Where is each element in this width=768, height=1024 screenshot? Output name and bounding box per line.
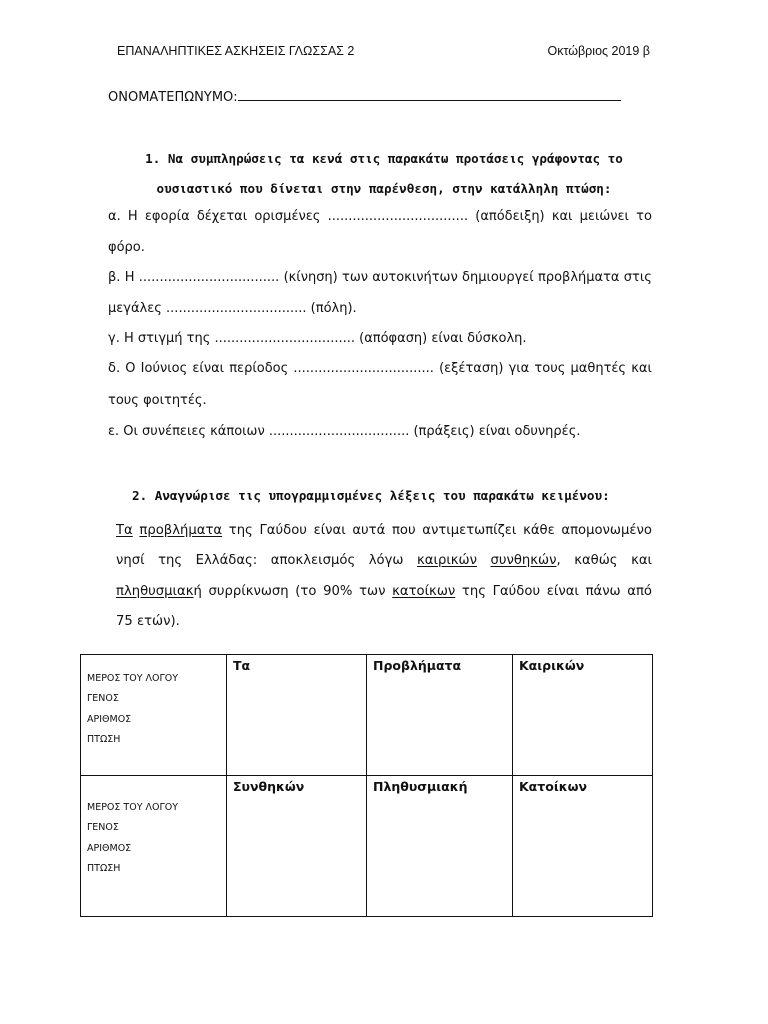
word	[422, 523, 516, 538]
passage-line-4: 75 ετών).	[116, 614, 180, 629]
word-text: είναι	[546, 584, 579, 599]
word: α.	[108, 209, 121, 224]
word-text: Γαύδου	[492, 584, 541, 599]
header-title: ΕΠΑΝΑΛΗΠΤΙΚΕΣ ΑΣΚΗΣΕΙΣ ΓΛΩΣΣΑΣ 2	[117, 44, 355, 58]
word-cell[interactable]: Τα	[227, 655, 367, 776]
word: τους	[534, 361, 566, 376]
underlined-word	[392, 584, 455, 599]
word	[369, 553, 404, 568]
word	[574, 553, 617, 568]
word-text: αντιμετωπίζει	[422, 523, 517, 538]
word-cell[interactable]: Καιρικών	[513, 655, 653, 776]
word-cell[interactable]: Προβλήματα	[367, 655, 513, 776]
sentence-d-line-2: τους φοιτητές.	[108, 393, 207, 408]
passage-line-1	[116, 523, 652, 538]
word-text: (το	[295, 584, 317, 599]
underlined-word	[116, 523, 133, 538]
word	[586, 584, 621, 599]
label-case: ΠΤΩΣΗ	[87, 733, 121, 745]
word: προβλήματα	[538, 270, 620, 285]
word	[229, 523, 253, 538]
row-labels-cell	[81, 776, 227, 917]
word-analysis-table	[80, 654, 653, 917]
word: ..................................	[327, 209, 469, 224]
word	[359, 584, 385, 599]
word-text: πληθυσμιακ	[116, 584, 194, 599]
underlined-word	[417, 553, 477, 568]
header-date: Οκτώβριος 2019 β	[547, 44, 650, 58]
word: Η	[127, 209, 138, 224]
word	[631, 553, 652, 568]
word-suffix: ,	[556, 553, 561, 568]
label-number: ΑΡΙΘΜΟΣ	[87, 713, 132, 725]
word	[392, 523, 416, 538]
word-text: είναι	[313, 523, 346, 538]
word: μειώνει	[579, 209, 629, 224]
word-text: λόγω	[368, 553, 404, 568]
word-text: της	[228, 523, 253, 538]
name-label: ΟΝΟΜΑΤΕΠΩΝΥΜΟ:	[108, 90, 238, 105]
underlined-word	[116, 584, 202, 599]
sentence-a-line-2: φόρο.	[108, 240, 145, 255]
sentence-c: γ. Η στιγμή της .................................. (απόφαση) είναι δύσκολη.	[108, 331, 527, 346]
word-text: Ελλάδας:	[195, 553, 258, 568]
page-header	[117, 44, 650, 58]
underlined-word	[139, 523, 222, 538]
word	[209, 584, 289, 599]
word: (εξέταση)	[439, 361, 504, 376]
word	[323, 584, 352, 599]
word: και	[551, 209, 573, 224]
word: το	[636, 209, 652, 224]
word	[271, 553, 355, 568]
label-number: ΑΡΙΘΜΟΣ	[87, 842, 132, 854]
sentence-b-line-1	[108, 270, 652, 285]
word	[295, 584, 316, 599]
passage-line-2	[116, 553, 652, 568]
word-text: των	[359, 584, 386, 599]
word-text: συρρίκνωση	[208, 584, 289, 599]
word	[547, 584, 579, 599]
label-gender: ΓΕΝΟΣ	[87, 693, 119, 705]
word: μαθητές	[570, 361, 627, 376]
word-text: Τα	[116, 523, 133, 538]
word	[158, 553, 182, 568]
table-row	[81, 776, 653, 917]
word: για	[508, 361, 530, 376]
word-cell[interactable]: Πληθυσμιακή	[367, 776, 513, 917]
word-text: αποκλεισμός	[270, 553, 356, 568]
word: στις	[623, 270, 652, 285]
sentence-b-line-2: μεγάλες .................................. (πόλη).	[108, 301, 357, 316]
word: δημιουργεί	[462, 270, 534, 285]
question-2-title: 2. Αναγνώρισε τις υπογραμμισμένες λέξεις του παρακάτω κειμένου:	[132, 488, 610, 503]
word: είναι	[192, 361, 225, 376]
word-cell[interactable]: Συνθηκών	[227, 776, 367, 917]
word	[196, 553, 258, 568]
word-text: πάνω	[585, 584, 621, 599]
word	[462, 584, 486, 599]
sentence-a-line-1	[108, 209, 652, 224]
sentence-e: ε. Οι συνέπειες κάποιων .................................. (πράξεις) είναι οδυνηρές.	[108, 424, 581, 439]
question-1-title	[112, 144, 656, 204]
word: ..................................	[293, 361, 434, 376]
word	[314, 523, 346, 538]
word-text: προβλήματα	[139, 523, 223, 538]
label-gender: ΓΕΝΟΣ	[87, 822, 119, 834]
word-suffix: ή	[193, 584, 202, 599]
word: αυτοκινήτων	[372, 270, 458, 285]
name-field-row	[108, 89, 621, 105]
row-labels-cell	[81, 655, 227, 776]
word: ορισμένες	[254, 209, 321, 224]
word-text: κάθε	[523, 523, 555, 538]
word: και	[631, 361, 652, 376]
word-text: Γαύδου	[259, 523, 307, 538]
passage-line-3	[116, 584, 652, 599]
word-text: της	[461, 584, 486, 599]
word	[259, 523, 306, 538]
word-text: από	[627, 584, 652, 599]
word: (απόδειξη)	[475, 209, 545, 224]
table-row	[81, 655, 653, 776]
label-part-of-speech: ΜΕΡΟΣ ΤΟΥ ΛΟΓΟΥ	[87, 673, 179, 684]
word: β.	[108, 270, 121, 285]
word: Ιούνιος	[140, 361, 188, 376]
word-text: καιρικών	[417, 553, 477, 568]
word: εφορία	[144, 209, 190, 224]
label-part-of-speech: ΜΕΡΟΣ ΤΟΥ ΛΟΓΟΥ	[87, 802, 179, 813]
word-text: κατοίκων	[392, 584, 456, 599]
word-text: συνθηκών	[490, 553, 557, 568]
word: των	[342, 270, 369, 285]
word	[561, 523, 652, 538]
word: δ.	[108, 361, 121, 376]
word-text: της	[158, 553, 183, 568]
word-text: και	[631, 553, 652, 568]
question-1-title-line-2: ουσιαστικό που δίνεται στην παρένθεση, στην κατάλληλη πτώση:	[156, 181, 612, 196]
word: Η	[124, 270, 135, 285]
word-cell[interactable]: Κατοίκων	[513, 776, 653, 917]
word-text: αυτά	[352, 523, 386, 538]
word	[116, 553, 145, 568]
word: δέχεται	[196, 209, 248, 224]
word	[493, 584, 540, 599]
word	[627, 584, 652, 599]
word-text: που	[391, 523, 416, 538]
word: (κίνηση)	[283, 270, 338, 285]
word-text: νησί	[116, 553, 145, 568]
word-text: καθώς	[574, 553, 618, 568]
word	[352, 523, 385, 538]
sentence-d-line-1	[108, 361, 652, 376]
name-blank-line	[238, 89, 621, 101]
word	[523, 523, 555, 538]
word-text: απομονωμένο	[561, 523, 652, 538]
question-1-title-line-1: 1. Να συμπληρώσεις τα κενά στις παρακάτω προτάσεις γράφοντας το	[145, 151, 623, 166]
word: Ο	[125, 361, 136, 376]
word: περίοδος	[229, 361, 289, 376]
word: ..................................	[138, 270, 280, 285]
label-case: ΠΤΩΣΗ	[87, 862, 121, 874]
word-text: 90%	[323, 584, 353, 599]
underlined-word	[491, 553, 561, 568]
